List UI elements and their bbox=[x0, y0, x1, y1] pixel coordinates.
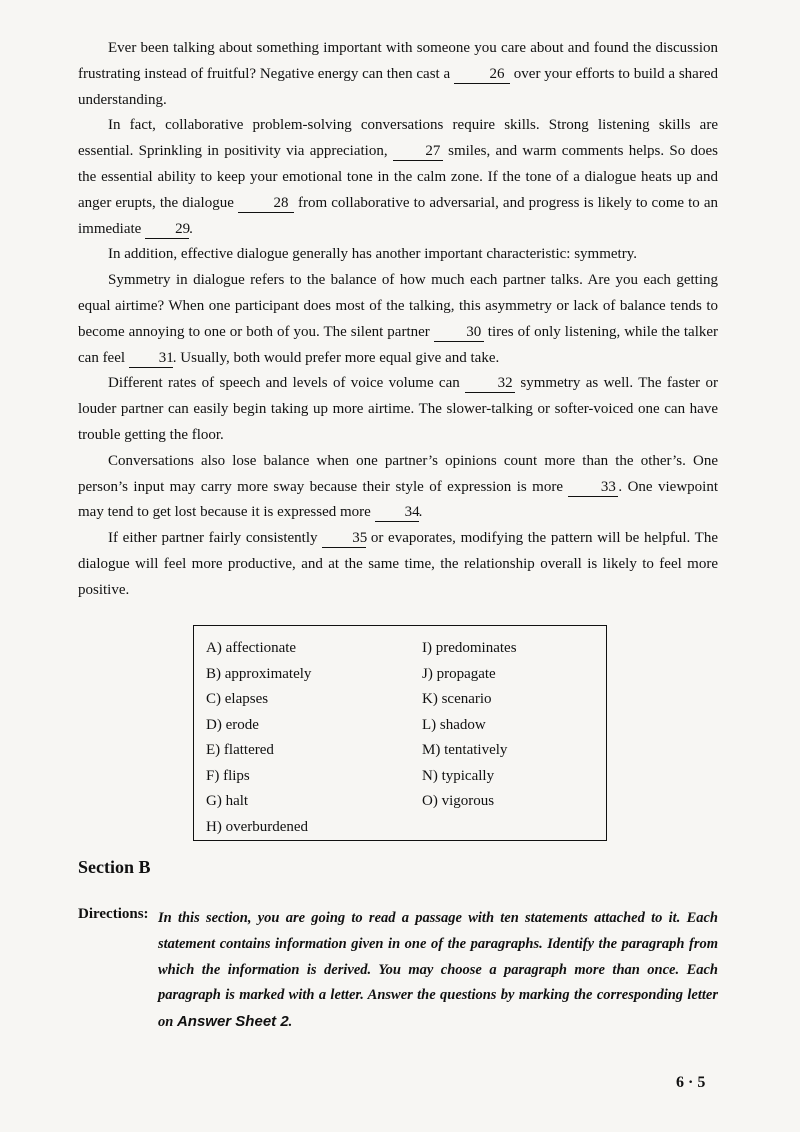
passage-paragraph bbox=[78, 449, 718, 526]
passage-text: In addition, effective dialogue generally has another important characteristic: symmetry. bbox=[108, 246, 637, 263]
blank-27: 27 bbox=[393, 142, 443, 161]
directions-end: . bbox=[288, 1014, 293, 1031]
word-option: M) tentatively bbox=[422, 742, 508, 758]
directions-label: Directions: bbox=[78, 906, 149, 922]
passage-text: . Usually, both would prefer more equal give and take. bbox=[172, 349, 500, 366]
passage-text: . bbox=[418, 504, 423, 521]
passage-paragraph bbox=[78, 268, 718, 371]
passage-text: . bbox=[189, 220, 193, 237]
blank-32: 32 bbox=[465, 374, 515, 393]
word-option: E) flattered bbox=[206, 742, 274, 758]
directions-body: In this section, you are going to read a passage with ten statements attached to it. Each statement contains information given in one of the paragraphs. Identify the paragraph from which the information is derived. You may choose a paragraph more than once. Each paragraph is marked with a letter. Answer the questions by marking the corresponding letter on bbox=[158, 910, 718, 1031]
passage-text: smiles, and warm comments helps. So does the essential ability to keep your emotional tone in the calm zone. If the tone of a dialogue heats up and anger erupts, the dialogue bbox=[78, 143, 718, 211]
passage-text: or evaporates, modifying the pattern will be helpful. The dialogue will feel more productive, and at the same time, the relationship overall is likely to feel more positive. bbox=[78, 530, 718, 598]
word-option: O) vigorous bbox=[422, 793, 495, 809]
passage-paragraph bbox=[78, 113, 718, 242]
answer-sheet-label: Answer Sheet 2 bbox=[176, 1013, 289, 1031]
passage-text: tires of only listening, while the talker can feel bbox=[78, 323, 719, 366]
passage-paragraph bbox=[78, 36, 718, 113]
word-bank-left-column bbox=[206, 636, 311, 840]
word-option: B) approximately bbox=[206, 665, 312, 682]
passage-text: If either partner fairly consistently bbox=[108, 530, 323, 547]
word-option: H) overburdened bbox=[206, 818, 309, 835]
passage-text: In fact, collaborative problem-solving conversations require skills. Strong listening skills are essential. Sprinkling in positivity via appreciation, bbox=[78, 117, 718, 160]
word-option: L) shadow bbox=[422, 716, 486, 733]
word-bank-right-column bbox=[422, 636, 517, 815]
blank-30: 30 bbox=[434, 323, 484, 342]
passage-text: Conversations also lose balance when one partner’s opinions count more than the other’s. One person’s input may carry more sway because their style of expression is more bbox=[78, 452, 718, 495]
word-option: C) elapses bbox=[206, 691, 269, 707]
blank-34: 34 bbox=[375, 503, 419, 522]
word-bank-box bbox=[193, 625, 607, 841]
blank-26: 26 bbox=[454, 65, 510, 84]
word-option: A) affectionate bbox=[206, 640, 297, 656]
word-option: I) predominates bbox=[422, 640, 517, 656]
blank-35: 35 bbox=[322, 529, 366, 548]
passage-text: . One viewpoint may tend to get lost because it is expressed more bbox=[78, 478, 719, 521]
word-option: D) erode bbox=[206, 716, 259, 733]
word-option: G) halt bbox=[206, 793, 249, 809]
passage-text: over your efforts to build a shared understanding. bbox=[78, 65, 718, 108]
section-title: Section B bbox=[78, 857, 151, 877]
passage-text: symmetry as well. The faster or louder partner can easily begin taking up more airtime. The slower-talking or softer-voiced one can have trouble getting the floor. bbox=[78, 375, 719, 443]
word-option: F) flips bbox=[206, 767, 250, 784]
blank-28: 28 bbox=[238, 194, 294, 213]
passage-paragraph bbox=[78, 242, 718, 268]
blank-31: 31 bbox=[129, 349, 173, 368]
word-option: N) typically bbox=[422, 767, 495, 784]
passage-paragraph bbox=[78, 526, 718, 603]
page-number: 6 · 5 bbox=[676, 1074, 706, 1091]
word-option: K) scenario bbox=[422, 691, 492, 707]
passage-text: Ever been talking about something important with someone you care about and found the discussion frustrating instead of fruitful? Negative energy can then cast a bbox=[78, 40, 718, 82]
word-option: J) propagate bbox=[422, 665, 496, 682]
cloze-passage bbox=[78, 36, 718, 604]
passage-text: Different rates of speech and levels of voice volume can bbox=[108, 375, 466, 392]
blank-33: 33 bbox=[568, 478, 618, 497]
blank-29: 29 bbox=[145, 220, 189, 239]
passage-text: from collaborative to adversarial, and progress is likely to come to an immediate bbox=[78, 194, 718, 237]
passage-paragraph bbox=[78, 371, 718, 448]
directions-text bbox=[158, 906, 718, 1036]
passage-text: Symmetry in dialogue refers to the balance of how much each partner talks. Are you each getting equal airtime? When one participant does most of the talking, this asymmetry or lack of balance tends to become annoying to one or both of you. The silent partner bbox=[78, 272, 718, 340]
